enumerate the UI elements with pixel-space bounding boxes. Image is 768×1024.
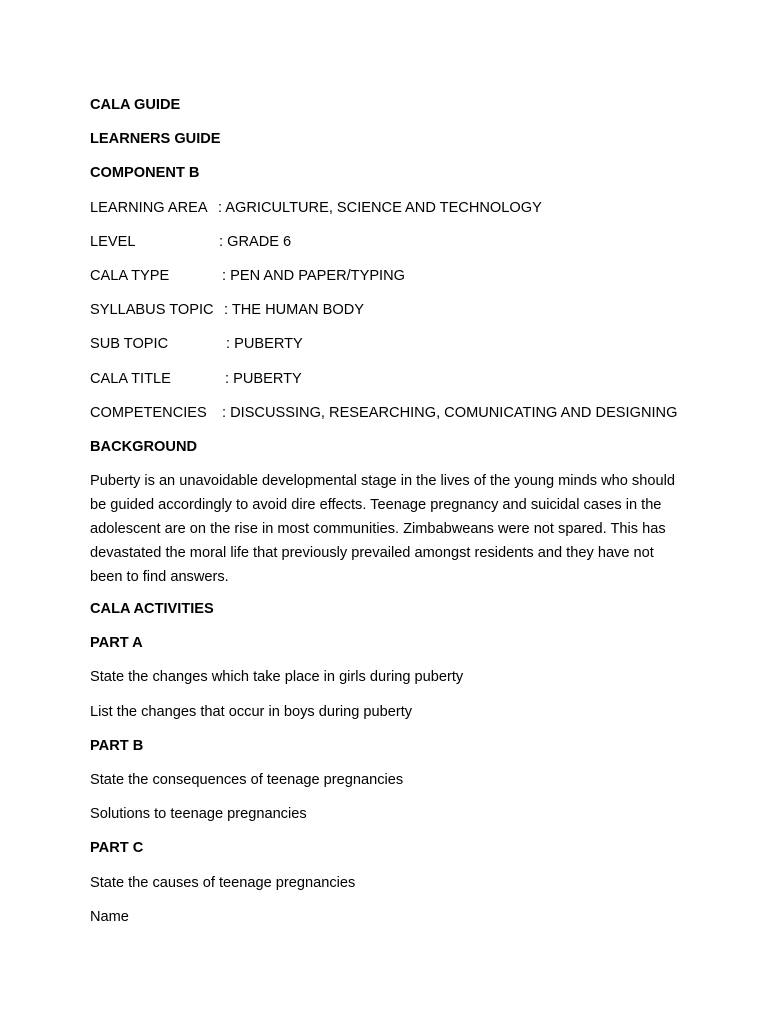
field-value: : THE HUMAN BODY bbox=[224, 302, 365, 319]
field-cala-title bbox=[90, 369, 730, 389]
part-c-item: Name bbox=[90, 908, 129, 925]
field-value: : PUBERTY bbox=[226, 336, 303, 353]
field-label: COMPETENCIES bbox=[90, 404, 207, 421]
field-label: LEARNING AREA bbox=[90, 199, 208, 216]
background-heading: BACKGROUND bbox=[90, 438, 198, 455]
field-label: CALA TYPE bbox=[90, 267, 170, 284]
part-a-item: List the changes that occur in boys during puberty bbox=[90, 703, 413, 720]
field-value: : DISCUSSING, RESEARCHING, COMUNICATING AND DESIGNING bbox=[222, 404, 678, 421]
document-page bbox=[90, 95, 730, 941]
field-label: SYLLABUS TOPIC bbox=[90, 302, 214, 319]
part-b-heading: PART B bbox=[90, 737, 144, 754]
part-c-heading: PART C bbox=[90, 840, 144, 857]
field-value: : GRADE 6 bbox=[219, 233, 292, 250]
field-syllabus-topic bbox=[90, 300, 730, 320]
field-value: : AGRICULTURE, SCIENCE AND TECHNOLOGY bbox=[218, 199, 542, 216]
part-a-heading: PART A bbox=[90, 635, 143, 652]
field-learning-area bbox=[90, 198, 730, 218]
field-label: LEVEL bbox=[90, 233, 136, 250]
part-b-item: Solutions to teenage pregnancies bbox=[90, 806, 307, 823]
field-level bbox=[90, 232, 730, 252]
background-paragraph: Puberty is an unavoidable developmental stage in the lives of the young minds who should be guided accordingly to avoid dire effects. Teenage pregnancy and suicidal cases in the adolescent are on the rise in most communities. Zimbabweans were not spared. This has devastated the moral life that previously prevailed amongst residents and they have not been to find answers. bbox=[90, 473, 675, 586]
field-label: CALA TITLE bbox=[90, 370, 171, 387]
activities-heading: CALA ACTIVITIES bbox=[90, 601, 214, 618]
part-b-item: State the consequences of teenage pregnancies bbox=[90, 772, 404, 788]
field-value: : PEN AND PAPER/TYPING bbox=[222, 267, 406, 284]
part-c-item: State the causes of teenage pregnancies bbox=[90, 874, 356, 891]
part-a-item: State the changes which take place in girls during puberty bbox=[90, 669, 464, 686]
field-competencies bbox=[90, 403, 730, 423]
doc-component: COMPONENT B bbox=[90, 165, 200, 182]
field-value: : PUBERTY bbox=[225, 370, 302, 387]
field-sub-topic bbox=[90, 334, 730, 354]
field-label: SUB TOPIC bbox=[90, 336, 169, 353]
field-cala-type bbox=[90, 266, 730, 286]
doc-title: CALA GUIDE bbox=[90, 97, 181, 113]
doc-subtitle: LEARNERS GUIDE bbox=[90, 131, 221, 148]
